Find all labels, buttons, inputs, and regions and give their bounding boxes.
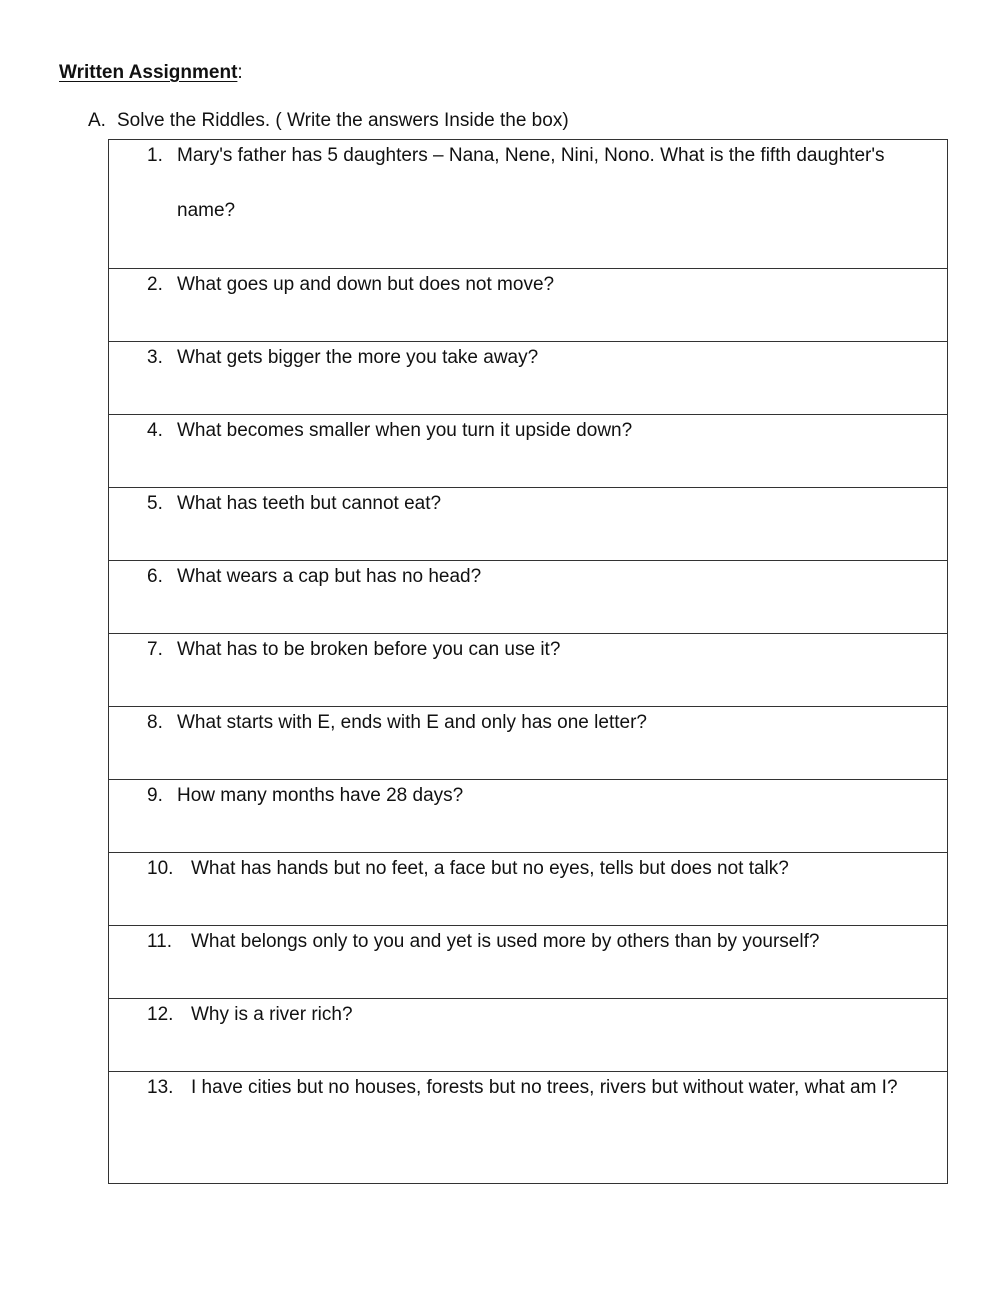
riddle-row-2[interactable] — [109, 268, 947, 341]
riddle-question: What goes up and down but does not move? — [177, 274, 555, 295]
riddle-number: 5. — [147, 493, 163, 514]
riddle-number: 11. — [147, 931, 173, 952]
riddle-number: 9. — [147, 785, 163, 806]
assignment-heading — [59, 61, 243, 85]
riddle-number: 1. — [147, 145, 163, 166]
riddle-number: 7. — [147, 639, 163, 660]
riddle-row-3[interactable] — [109, 341, 947, 414]
riddle-number: 2. — [147, 274, 163, 295]
riddle-question: What becomes smaller when you turn it upside down? — [177, 420, 633, 441]
riddle-number: 13. — [147, 1077, 174, 1098]
riddle-row-8[interactable] — [109, 706, 947, 779]
riddle-number: 12. — [147, 1004, 174, 1025]
riddle-number: 3. — [147, 347, 163, 368]
riddle-number: 10. — [147, 858, 174, 879]
riddle-row-12[interactable] — [109, 998, 947, 1071]
riddle-row-5[interactable] — [109, 487, 947, 560]
riddle-number: 6. — [147, 566, 163, 587]
riddle-row-7[interactable] — [109, 633, 947, 706]
riddle-row-10[interactable] — [109, 852, 947, 925]
riddle-question: How many months have 28 days? — [177, 785, 464, 806]
riddle-table — [108, 139, 948, 1184]
riddle-question: What starts with E, ends with E and only has one letter? — [177, 712, 647, 733]
riddle-question: I have cities but no houses, forests but no trees, rivers but without water, what am I? — [191, 1077, 898, 1098]
riddle-question: What wears a cap but has no head? — [177, 566, 482, 587]
assignment-title-colon: : — [237, 62, 243, 83]
riddle-row-13[interactable] — [109, 1071, 947, 1183]
riddle-number: 8. — [147, 712, 163, 733]
riddle-row-4[interactable] — [109, 414, 947, 487]
section-instruction-text: Solve the Riddles. ( Write the answers Inside the box) — [117, 110, 569, 131]
riddle-row-1[interactable] — [109, 140, 947, 268]
riddle-row-9[interactable] — [109, 779, 947, 852]
riddle-question: What has teeth but cannot eat? — [177, 493, 442, 514]
riddle-question: What has to be broken before you can use it? — [177, 639, 561, 660]
riddle-row-11[interactable] — [109, 925, 947, 998]
riddle-row-6[interactable] — [109, 560, 947, 633]
riddle-number: 4. — [147, 420, 163, 441]
assignment-title: Written Assignment — [59, 62, 238, 83]
riddle-question: What belongs only to you and yet is used more by others than by yourself? — [191, 931, 820, 952]
section-marker: A. — [88, 110, 106, 131]
riddle-question: What has hands but no feet, a face but no eyes, tells but does not talk? — [191, 858, 789, 879]
riddle-question: Why is a river rich? — [191, 1004, 353, 1025]
riddle-question: Mary's father has 5 daughters – Nana, Nene, Nini, Nono. What is the fifth daughter's name? — [177, 145, 885, 221]
riddle-question: What gets bigger the more you take away? — [177, 347, 539, 368]
